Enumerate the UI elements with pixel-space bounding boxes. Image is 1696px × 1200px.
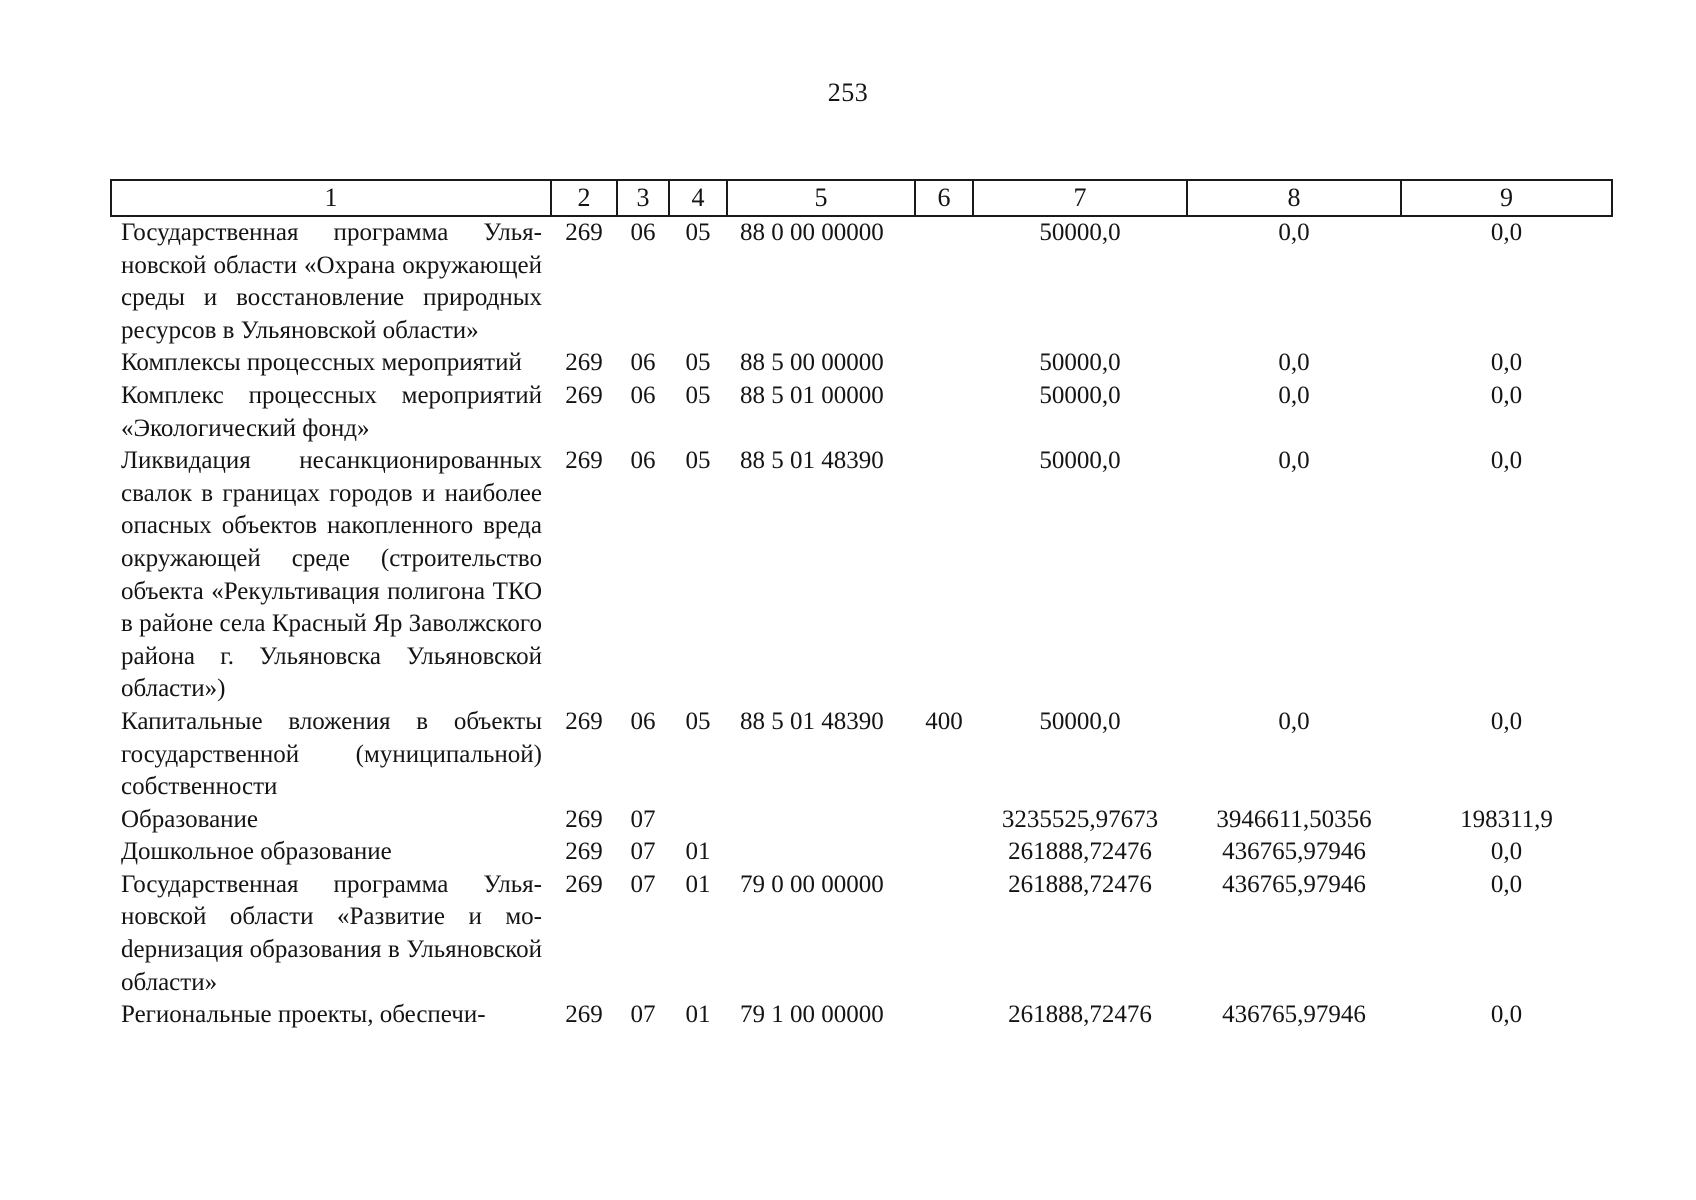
cell-col-2: 269: [565, 838, 603, 866]
cell-col-8: 436765,97946: [1222, 870, 1366, 898]
cell-col-5: 88 5 01 48390: [740, 707, 884, 735]
row-name: Государственная программа Ульяновской области «Развитие и моdернизация образования в Ульяновской области»: [121, 870, 542, 996]
cell-col-4: 05: [685, 219, 711, 246]
table-row: [111, 804, 1612, 837]
column-header: 4: [669, 180, 727, 216]
row-name: Дошкольное образование: [121, 838, 392, 866]
table-row: [111, 380, 1612, 445]
table-row: [111, 869, 1612, 999]
cell-col-7: 3235525,97673: [1001, 805, 1159, 833]
column-number-row: [111, 180, 1612, 216]
column-header: 5: [727, 180, 915, 216]
cell-col-2: 269: [565, 805, 603, 833]
table-row: [111, 706, 1612, 804]
cell-col-6: [915, 347, 973, 380]
cell-col-3: 07: [630, 870, 656, 898]
cell-col-7: 261888,72476: [1008, 870, 1152, 898]
cell-col-9: 198311,9: [1460, 805, 1553, 833]
cell-col-4: [669, 804, 727, 837]
cell-col-5: 88 5 00 00000: [740, 349, 884, 377]
row-name: Ликвидация несанкционированных свалок в границах городов и наиболее опасных объектов накопленного вреда окружающей среде (строительство объекта «Рекультивация полигона ТКО в районе села Красный Яр Заволжского района г. Ульяновска Ульяновской области»): [121, 447, 542, 703]
cell-col-3: 07: [630, 805, 656, 833]
cell-col-7: 50000,0: [1039, 349, 1121, 377]
cell-col-4: 05: [685, 447, 711, 475]
cell-col-2: 269: [565, 447, 603, 475]
column-header: 7: [973, 180, 1187, 216]
row-name: Капитальные вложения в объекты государственной (муниципальной) собственности: [121, 707, 542, 801]
cell-col-8: 436765,97946: [1222, 838, 1366, 866]
row-name: Комплекс процессных мероприятий «Экологический фонд»: [121, 381, 542, 442]
cell-col-5: 88 5 01 00000: [740, 381, 884, 409]
cell-col-6: [915, 380, 973, 445]
column-header: 6: [915, 180, 973, 216]
cell-col-8: 436765,97946: [1222, 1001, 1366, 1029]
cell-col-5: [727, 804, 915, 837]
cell-col-9: 0,0: [1490, 349, 1523, 377]
table-row: [111, 836, 1612, 869]
cell-col-4: 01: [685, 838, 711, 866]
cell-col-4: 01: [685, 1001, 711, 1029]
cell-col-6: [915, 804, 973, 837]
table-row: [111, 347, 1612, 380]
cell-col-3: 06: [630, 349, 656, 377]
cell-col-3: 07: [630, 1001, 656, 1029]
cell-col-6: [915, 869, 973, 999]
cell-col-5: 88 5 01 48390: [740, 447, 884, 475]
cell-col-8: 0,0: [1278, 707, 1310, 735]
cell-col-4: 05: [685, 349, 711, 377]
cell-col-4: 05: [685, 381, 711, 409]
column-header: 2: [551, 180, 617, 216]
cell-col-8: 3946611,50356: [1216, 805, 1372, 833]
budget-table: [110, 179, 1613, 1032]
cell-col-6: [915, 216, 973, 347]
cell-col-2: 269: [565, 381, 603, 409]
cell-col-7: 50000,0: [1039, 219, 1121, 246]
cell-col-6: [915, 999, 973, 1032]
cell-col-5: 88 0 00 00000: [740, 219, 884, 246]
cell-col-3: 06: [630, 447, 656, 475]
table-row: [111, 999, 1612, 1032]
column-header: 1: [111, 180, 551, 216]
cell-col-7: 50000,0: [1039, 447, 1121, 475]
cell-col-3: 06: [630, 381, 656, 409]
cell-col-9: 0,0: [1490, 1001, 1523, 1029]
cell-col-9: 0,0: [1490, 838, 1523, 866]
cell-col-2: 269: [565, 349, 603, 377]
cell-col-5: 79 1 00 00000: [740, 1001, 884, 1029]
cell-col-6: [915, 836, 973, 869]
cell-col-9: 0,0: [1490, 707, 1523, 735]
cell-col-2: 269: [565, 1001, 603, 1029]
column-header: 9: [1401, 180, 1612, 216]
row-name: Комплексы процессных мероприятий: [121, 349, 522, 377]
cell-col-9: 0,0: [1490, 381, 1523, 409]
cell-col-5: 79 0 00 00000: [740, 870, 884, 898]
column-header: 8: [1187, 180, 1401, 216]
cell-col-2: 269: [565, 870, 603, 898]
row-name: Государственная программа Ульяновской области «Охрана окружающей среды и восстановление природных ресурсов в Ульяновской области»: [121, 219, 542, 344]
cell-col-3: 06: [630, 707, 656, 735]
table-row: [111, 445, 1612, 706]
table-row: [111, 216, 1612, 347]
page-number: 253: [827, 78, 869, 107]
cell-col-8: 0,0: [1278, 381, 1310, 409]
cell-col-7: 261888,72476: [1008, 1001, 1152, 1029]
row-name: Образование: [121, 805, 259, 833]
cell-col-5: [727, 836, 915, 869]
cell-col-8: 0,0: [1278, 447, 1310, 475]
cell-col-8: 0,0: [1278, 349, 1310, 377]
cell-col-8: 0,0: [1278, 219, 1310, 246]
cell-col-9: 0,0: [1490, 219, 1523, 246]
cell-col-9: 0,0: [1490, 447, 1523, 475]
cell-col-6: 400: [925, 707, 963, 735]
row-name: Региональные проекты, обеспечи-: [121, 1001, 486, 1029]
column-header: 3: [617, 180, 669, 216]
cell-col-7: 261888,72476: [1008, 838, 1152, 866]
cell-col-3: 06: [630, 219, 656, 246]
cell-col-6: [915, 445, 973, 706]
cell-col-2: 269: [565, 707, 603, 735]
cell-col-2: 269: [565, 219, 603, 246]
cell-col-7: 50000,0: [1039, 381, 1121, 409]
cell-col-4: 05: [685, 707, 711, 735]
cell-col-3: 07: [630, 838, 656, 866]
cell-col-4: 01: [685, 870, 711, 898]
cell-col-7: 50000,0: [1039, 707, 1121, 735]
cell-col-9: 0,0: [1490, 870, 1523, 898]
